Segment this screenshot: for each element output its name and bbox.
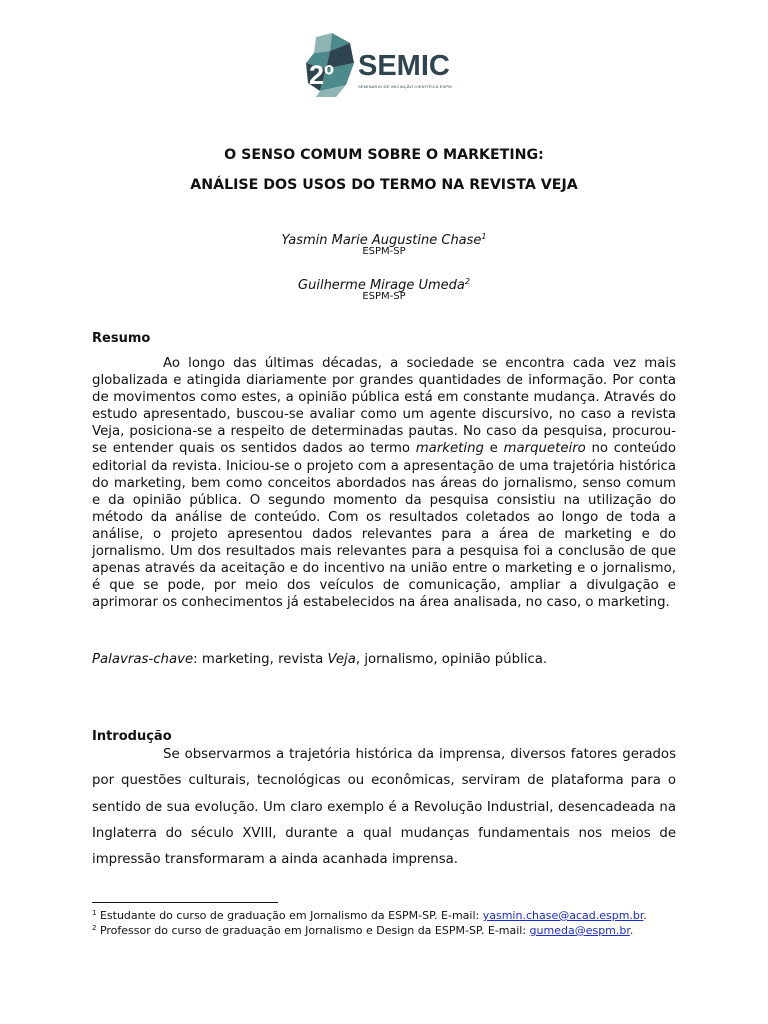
footnote-2-text: Professor do curso de graduação em Jornalismo e Design da ESPM-SP. E-mail: [96, 924, 530, 937]
author-2-name: Guilherme Mirage Umeda [298, 278, 465, 293]
keywords [92, 651, 676, 668]
footnote-1-mark: 1 [92, 909, 97, 917]
paper-title-line-1: O SENSO COMUM SOBRE O MARKETING: [224, 147, 544, 163]
introduction-heading: Introdução [92, 729, 172, 744]
logo-name: SEMIC [358, 50, 450, 82]
logo-subtitle: SEMINÁRIO DE INICIAÇÃO CIENTÍFICA ESPM [358, 84, 452, 89]
author-2-affiliation: ESPM-SP [362, 291, 406, 302]
abstract-text [92, 355, 676, 611]
footnote-2-email-link[interactable]: gumeda@espm.br [529, 924, 630, 937]
author-1-name: Yasmin Marie Augustine Chase [281, 233, 482, 248]
abstract-term-marketing: marketing [415, 441, 484, 457]
footnote-1-email-link[interactable]: yasmin.chase@acad.espm.br [482, 909, 644, 922]
footnote-1 [92, 907, 692, 922]
abstract-conjunction: e [483, 441, 504, 457]
footnote-2-mark: 2 [92, 924, 97, 932]
abstract-term-marqueteiro: marqueteiro [503, 441, 586, 457]
introduction-text: Se observarmos a trajetória histórica da imprensa, diversos fatores gerados por questões culturais, tecnológicas ou econômicas, serviram de plataforma para o sentido de sua evolução. Um claro exemplo é a Revolução Industrial, desencadeada na Inglaterra do século XVIII, durante a qual mudanças fundamentais nos meios de impressão transformaram a ainda acanhada imprensa. [92, 747, 676, 868]
keywords-after: , jornalismo, opinião pública. [355, 652, 548, 667]
semic-logo [306, 33, 466, 97]
paper-title-line-2: ANÁLISE DOS USOS DO TERMO NA REVISTA VEJA [190, 177, 578, 193]
footnote-1-end: . [643, 909, 647, 922]
keywords-separator: : [193, 652, 202, 667]
abstract-heading: Resumo [92, 331, 151, 346]
author-2-footnote-mark: 2 [464, 277, 470, 286]
keywords-label: Palavras-chave [92, 652, 194, 667]
footnote-2-end: . [629, 924, 634, 937]
footnote-divider [92, 902, 278, 903]
footnote-2 [92, 922, 692, 937]
keywords-before: marketing, revista [201, 652, 328, 667]
keywords-emphasis: Veja [327, 652, 356, 667]
logo-ordinal: 2º [309, 60, 334, 90]
author-1-affiliation: ESPM-SP [362, 246, 406, 257]
abstract-part-2: no conteúdo editorial da revista. Iniciou-se o projeto com a apresentação de uma trajetória histórica do marketing, bem como conceitos abordados nas áreas do jornalismo, senso comum e da opinião pública. O segundo momento da pesquisa consistiu na utilização do método da análise de conteúdo. Com os resultados coletados ao longo de toda a análise, o projeto apresentou dados relevantes para a área de marketing e do jornalismo. Um dos resultados mais relevantes para a pesquisa foi a conclusão de que apenas através da aceitação e do incentivo na união entre o marketing e o jornalismo, é que se pode, por meio dos veículos de comunicação, ampliar a divulgação e aprimorar os conhecimentos já estabelecidos na área analisada, no caso, o marketing. [92, 441, 676, 611]
footnote-1-text: Estudante do curso de graduação em Jornalismo da ESPM-SP. E-mail: [96, 909, 483, 922]
abstract-part-1: Ao longo das últimas décadas, a sociedade se encontra cada vez mais globalizada e atingida diariamente por grandes quantidades de informação. Por conta de movimentos como estes, a opinião pública está em constante mudança. Através do estudo apresentado, buscou-se avaliar como um agente discursivo, no caso a revista Veja, posiciona-se a respeito de determinadas pautas. No caso da pesquisa, procurou-se entender quais os sentidos dados ao termo [92, 356, 676, 457]
author-1-footnote-mark: 1 [481, 232, 487, 241]
